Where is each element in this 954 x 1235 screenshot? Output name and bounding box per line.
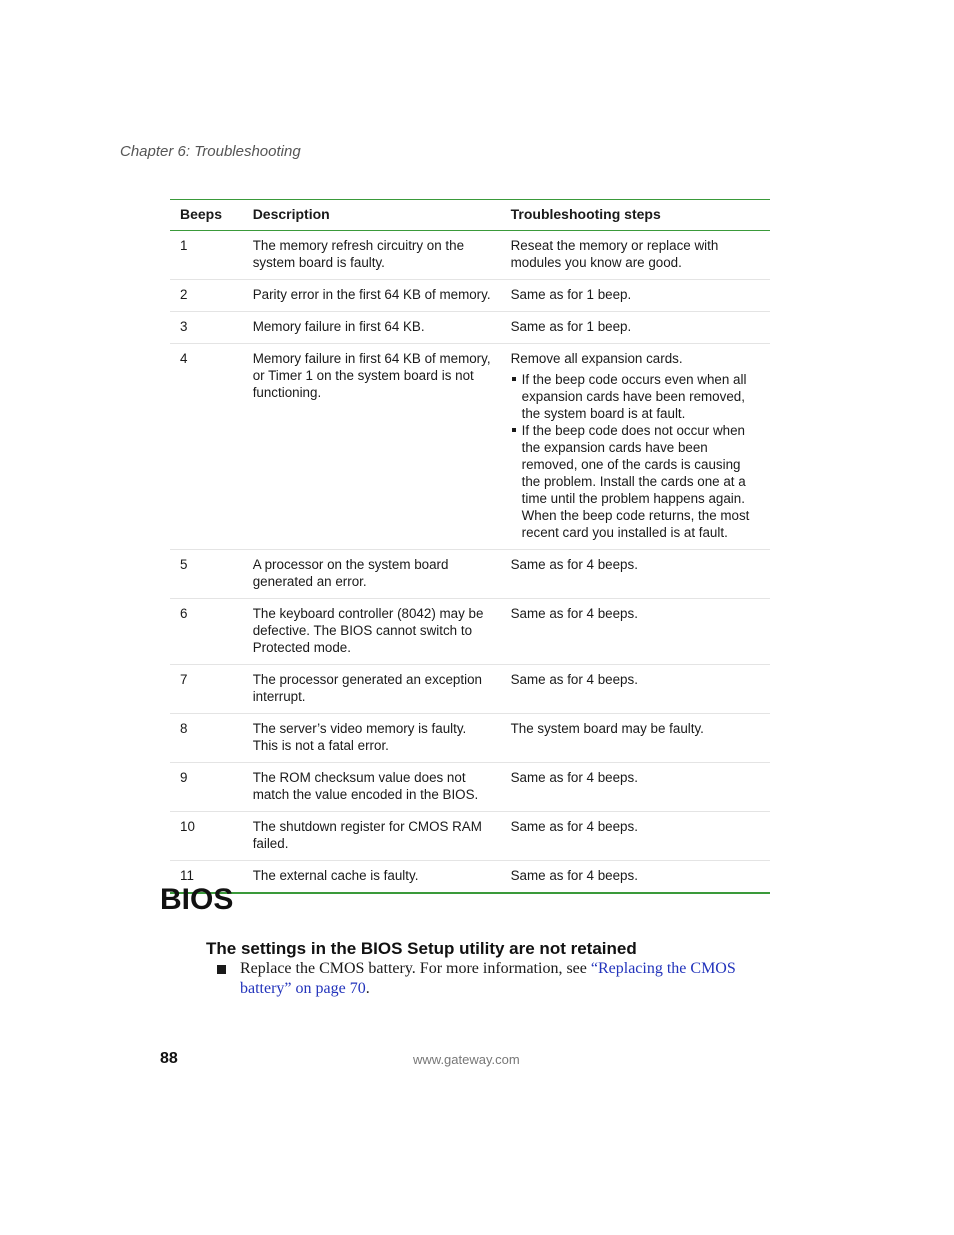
bullet-body: Replace the CMOS battery. For more information, see bbox=[240, 960, 591, 977]
cell-steps: Same as for 4 beeps. bbox=[501, 665, 770, 714]
cell-steps: Same as for 1 beep. bbox=[501, 312, 770, 344]
cell-description: The memory refresh circuitry on the system board is faulty. bbox=[245, 231, 501, 280]
cell-beeps: 11 bbox=[170, 861, 245, 894]
cell-beeps: 10 bbox=[170, 812, 245, 861]
cell-steps: Same as for 4 beeps. bbox=[501, 550, 770, 599]
cell-description: Parity error in the first 64 KB of memory. bbox=[245, 280, 501, 312]
header-steps: Troubleshooting steps bbox=[510, 206, 661, 222]
bullet-end: . bbox=[365, 980, 370, 997]
cell-steps bbox=[501, 344, 770, 550]
cell-steps: Same as for 4 beeps. bbox=[501, 812, 770, 861]
steps-bullet-item: If the beep code occurs even when all expansion cards have been removed, the system board is at fault. bbox=[511, 371, 762, 422]
header-description: Description bbox=[252, 206, 330, 222]
table-row bbox=[170, 231, 770, 280]
cell-description: Memory failure in first 64 KB. bbox=[245, 312, 501, 344]
footer-url: www.gateway.com bbox=[413, 1052, 520, 1067]
table-row bbox=[170, 763, 770, 812]
table-row bbox=[170, 812, 770, 861]
table-row bbox=[170, 550, 770, 599]
cell-steps: Same as for 4 beeps. bbox=[501, 861, 770, 894]
cell-description: Memory failure in first 64 KB of memory, or Timer 1 on the system board is not functioning. bbox=[245, 344, 501, 550]
steps-bullet-item: If the beep code does not occur when the expansion cards have been removed, one of the cards is causing the problem. Install the cards one at a time until the problem happens again. When the beep code returns, the most recent card you installed is at fault. bbox=[511, 422, 762, 541]
cell-beeps: 6 bbox=[170, 599, 245, 665]
steps-bullet-list bbox=[511, 371, 762, 541]
cell-steps: Reseat the memory or replace with modules you know are good. bbox=[501, 231, 770, 280]
table-row bbox=[170, 665, 770, 714]
cell-beeps: 5 bbox=[170, 550, 245, 599]
table-row bbox=[170, 599, 770, 665]
cell-steps: Same as for 4 beeps. bbox=[501, 599, 770, 665]
cell-description: A processor on the system board generated an error. bbox=[245, 550, 501, 599]
chapter-header: Chapter 6: Troubleshooting bbox=[120, 143, 301, 160]
page-number: 88 bbox=[160, 1050, 178, 1067]
table-body bbox=[170, 231, 770, 894]
table-row bbox=[170, 280, 770, 312]
table-row bbox=[170, 344, 770, 550]
cell-beeps: 4 bbox=[170, 344, 245, 550]
bullet-paragraph bbox=[217, 959, 757, 999]
steps-intro: Remove all expansion cards. bbox=[510, 351, 683, 366]
table-row bbox=[170, 861, 770, 894]
header-beeps: Beeps bbox=[180, 206, 223, 222]
square-bullet-icon bbox=[217, 965, 226, 974]
cell-steps: Same as for 1 beep. bbox=[501, 280, 770, 312]
cell-description: The keyboard controller (8042) may be defective. The BIOS cannot switch to Protected mode. bbox=[245, 599, 501, 665]
cell-beeps: 2 bbox=[170, 280, 245, 312]
cross-reference-link[interactable]: “Replacing the CMOS battery” on page 70 bbox=[240, 960, 736, 997]
subsection-title: The settings in the BIOS Setup utility are not retained bbox=[206, 939, 637, 958]
cell-beeps: 8 bbox=[170, 714, 245, 763]
cell-description: The shutdown register for CMOS RAM failed. bbox=[245, 812, 501, 861]
cell-description: The processor generated an exception interrupt. bbox=[245, 665, 501, 714]
cell-beeps: 7 bbox=[170, 665, 245, 714]
table-row bbox=[170, 312, 770, 344]
table-row bbox=[170, 714, 770, 763]
bullet-text bbox=[240, 959, 757, 999]
table-header-row bbox=[170, 200, 770, 231]
cell-steps: The system board may be faulty. bbox=[501, 714, 770, 763]
cell-beeps: 9 bbox=[170, 763, 245, 812]
beep-code-table bbox=[170, 199, 770, 894]
cell-beeps: 1 bbox=[170, 231, 245, 280]
cell-steps: Same as for 4 beeps. bbox=[501, 763, 770, 812]
cell-beeps: 3 bbox=[170, 312, 245, 344]
table-header bbox=[170, 200, 770, 231]
section-title: BIOS bbox=[160, 883, 234, 916]
cell-description: The external cache is faulty. bbox=[245, 861, 501, 894]
cell-description: The server’s video memory is faulty. This is not a fatal error. bbox=[245, 714, 501, 763]
cell-description: The ROM checksum value does not match the value encoded in the BIOS. bbox=[245, 763, 501, 812]
